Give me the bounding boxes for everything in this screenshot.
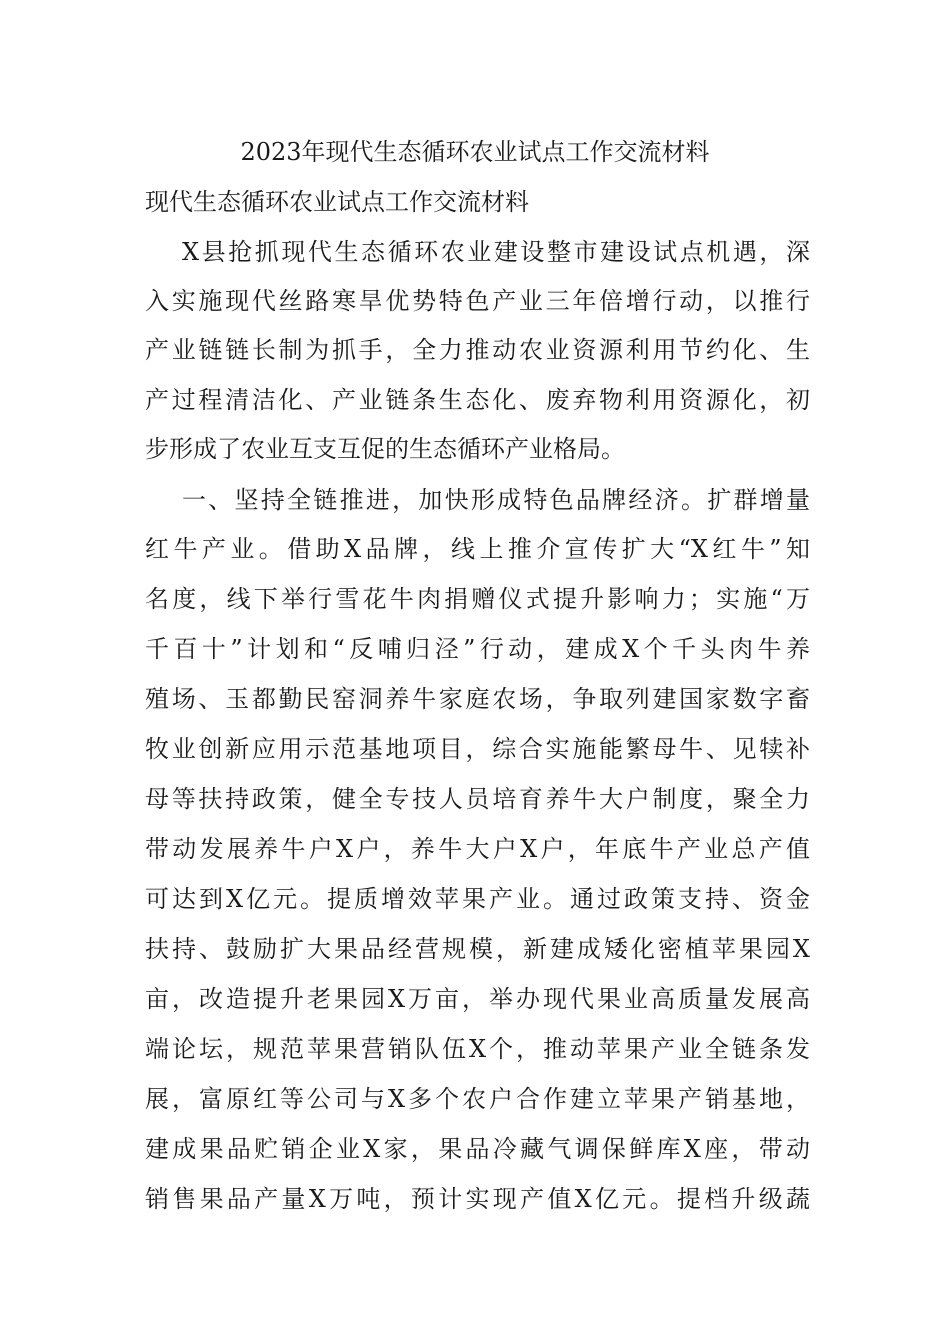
paragraph-line: 亩，改造提升老果园X万亩，举办现代果业高质量发展高 [145,985,810,1013]
paragraph-line: 步形成了农业互支互促的生态循环产业格局。 [145,435,625,463]
document-subtitle: 现代生态循环农业试点工作交流材料 [145,188,529,216]
paragraph-line: 建成果品贮销企业X家，果品冷藏气调保鲜库X座，带动 [145,1135,810,1163]
paragraph-line: 入实施现代丝路寒旱优势特色产业三年倍增行动，以推行 [145,287,810,315]
paragraph-line: 产业链链长制为抓手，全力推动农业资源利用节约化、生 [145,336,810,364]
paragraph-line: 带动发展养牛户X户，养牛大户X户，年底牛产业总产值 [145,835,810,863]
paragraph-line: 扶持、鼓励扩大果品经营规模，新建成矮化密植苹果园X [145,935,810,963]
paragraph-line: 展，富原红等公司与X多个农户合作建立苹果产销基地， [145,1085,810,1113]
section-heading-line: 一、坚持全链推进，加快形成特色品牌经济。扩群增量 [182,486,810,514]
paragraph-line: 千百十”计划和“反哺归泾”行动，建成X个千头肉牛养 [145,635,810,663]
paragraph-line: X县抢抓现代生态循环农业建设整市建设试点机遇，深 [182,238,810,266]
paragraph-line: 名度，线下举行雪花牛肉捐赠仪式提升影响力；实施“万 [145,585,810,613]
paragraph-line: 端论坛，规范苹果营销队伍X个，推动苹果产业全链条发 [145,1035,810,1063]
paragraph-line: 可达到X亿元。提质增效苹果产业。通过政策支持、资金 [145,885,810,913]
paragraph-line: 销售果品产量X万吨，预计实现产值X亿元。提档升级蔬 [145,1185,810,1213]
paragraph-line: 殖场、玉都勤民窑洞养牛家庭农场，争取列建国家数字畜 [145,685,810,713]
paragraph-line: 牧业创新应用示范基地项目，综合实施能繁母牛、见犊补 [145,735,810,763]
document-title: 2023年现代生态循环农业试点工作交流材料 [240,138,710,166]
paragraph-line: 红牛产业。借助X品牌，线上推介宣传扩大“X红牛”知 [145,535,810,563]
paragraph-line: 母等扶持政策，健全专技人员培育养牛大户制度，聚全力 [145,785,810,813]
paragraph-line: 产过程清洁化、产业链条生态化、废弃物利用资源化，初 [145,386,810,414]
